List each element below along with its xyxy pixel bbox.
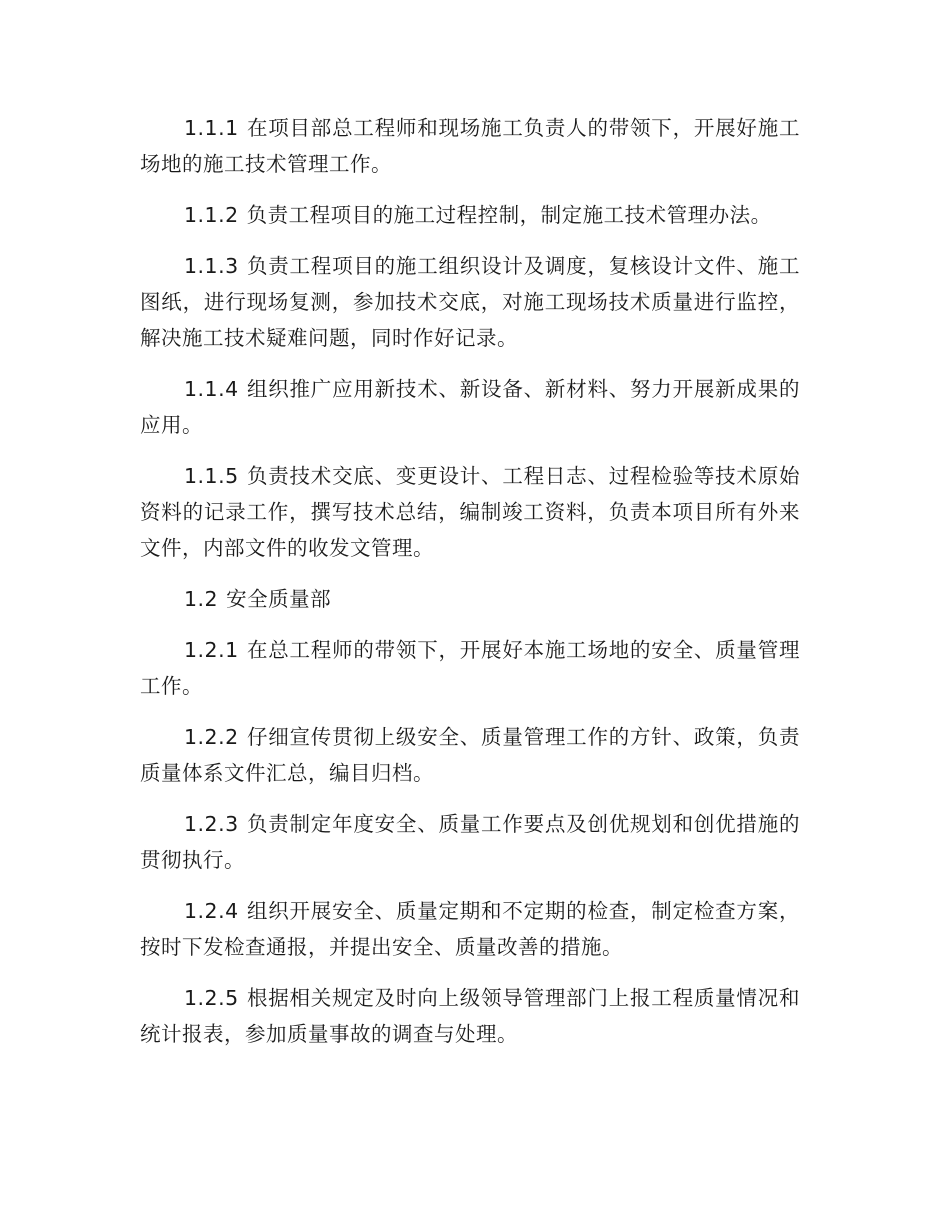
paragraph-1-2-5 [140, 980, 800, 1052]
paragraph-number: 1.1.3 [184, 254, 239, 278]
paragraph-number: 1.1.2 [184, 203, 239, 227]
paragraph-text: 根据相关规定及时向上级领导管理部门上报工程质量情况和统计报表，参加质量事故的调查与处理。 [140, 986, 800, 1046]
paragraph-1-1-1 [140, 110, 800, 182]
paragraph-number: 1.1.1 [184, 116, 239, 140]
paragraph-1-2-3 [140, 806, 800, 878]
paragraph-text: 负责技术交底、变更设计、工程日志、过程检验等技术原始资料的记录工作，撰写技术总结，编制竣工资料，负责本项目所有外来文件，内部文件的收发文管理。 [140, 464, 800, 560]
paragraph-1-2-1 [140, 632, 800, 704]
paragraph-text: 负责工程项目的施工组织设计及调度，复核设计文件、施工图纸，进行现场复测，参加技术交底，对施工现场技术质量进行监控，解决施工技术疑难问题，同时作好记录。 [140, 254, 800, 350]
section-heading-1-2 [140, 581, 800, 617]
paragraph-text: 仔细宣传贯彻上级安全、质量管理工作的方针、政策，负责质量体系文件汇总，编目归档。 [140, 725, 800, 785]
paragraph-1-1-3 [140, 248, 800, 356]
section-title: 安全质量部 [226, 587, 332, 611]
paragraph-text: 在总工程师的带领下，开展好本施工场地的安全、质量管理工作。 [140, 638, 800, 698]
document-body [140, 110, 800, 1067]
paragraph-1-2-4 [140, 893, 800, 965]
paragraph-1-1-2 [140, 197, 800, 233]
paragraph-text: 负责制定年度安全、质量工作要点及创优规划和创优措施的贯彻执行。 [140, 812, 800, 872]
paragraph-text: 负责工程项目的施工过程控制，制定施工技术管理办法。 [246, 203, 772, 227]
paragraph-number: 1.2.1 [184, 638, 239, 662]
paragraph-1-1-5 [140, 458, 800, 566]
paragraph-text: 组织推广应用新技术、新设备、新材料、努力开展新成果的应用。 [140, 377, 800, 437]
paragraph-number: 1.2.4 [184, 899, 239, 923]
paragraph-number: 1.1.5 [184, 464, 239, 488]
paragraph-text: 组织开展安全、质量定期和不定期的检查，制定检查方案，按时下发检查通报，并提出安全、质量改善的措施。 [140, 899, 800, 959]
paragraph-number: 1.2.5 [184, 986, 239, 1010]
paragraph-text: 在项目部总工程师和现场施工负责人的带领下，开展好施工场地的施工技术管理工作。 [140, 116, 800, 176]
section-number: 1.2 [184, 587, 219, 611]
paragraph-number: 1.2.2 [184, 725, 239, 749]
paragraph-number: 1.1.4 [184, 377, 239, 401]
paragraph-1-1-4 [140, 371, 800, 443]
paragraph-1-2-2 [140, 719, 800, 791]
paragraph-number: 1.2.3 [184, 812, 239, 836]
